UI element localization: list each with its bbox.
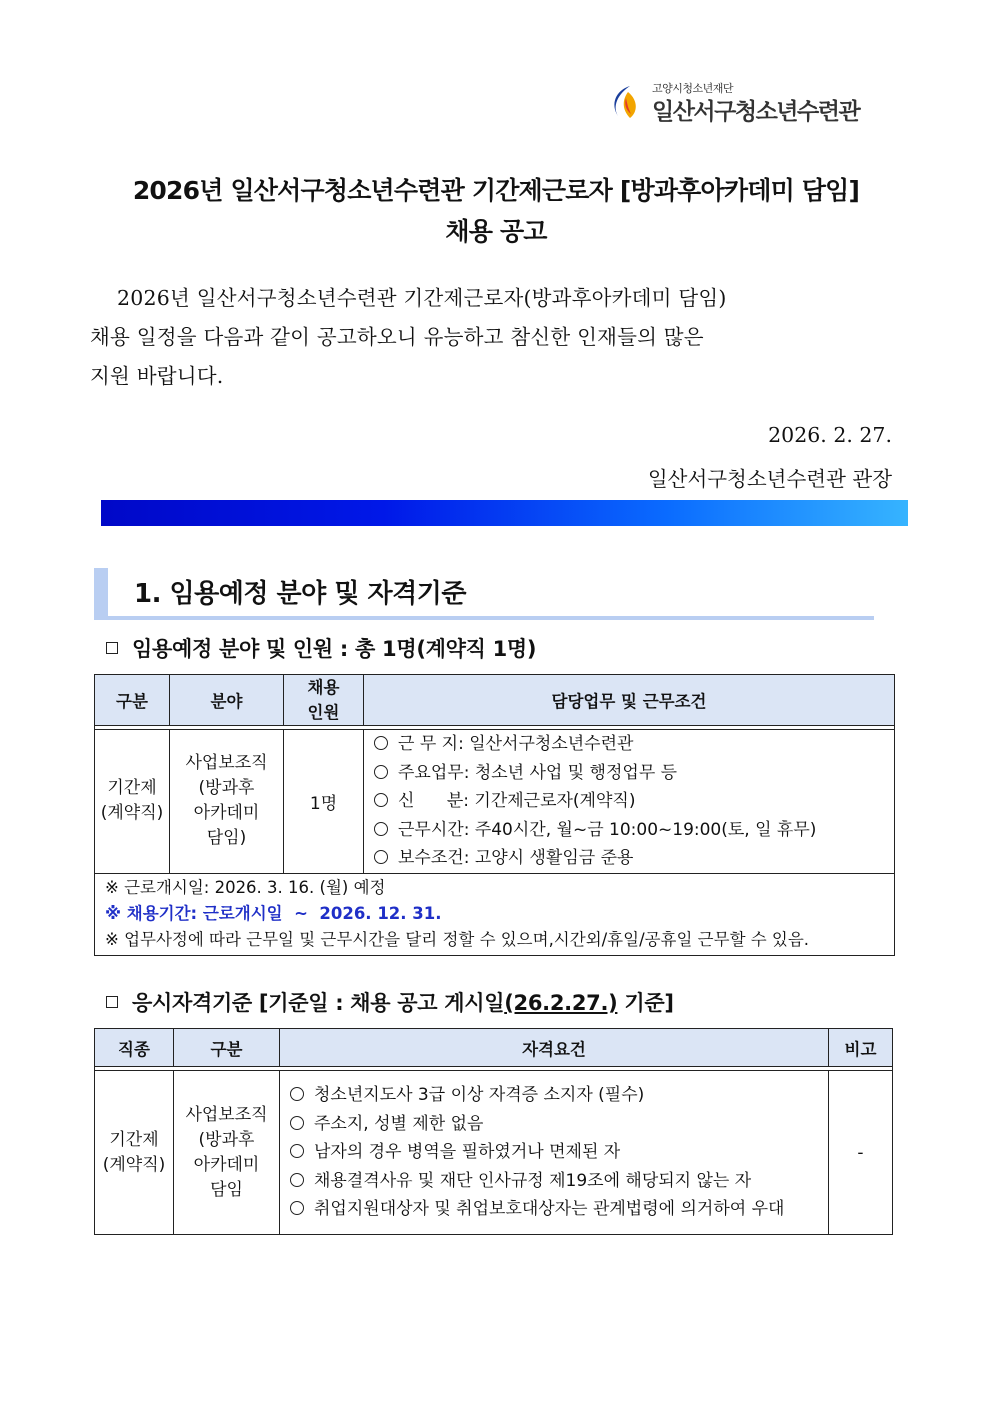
- requirement-text: 취업지원대상자 및 취업보호대상자는 관계법령에 의거하여 우대: [314, 1199, 785, 1220]
- cell-gubun: [174, 1071, 280, 1235]
- cell-job-line1: 기간제: [109, 1129, 159, 1150]
- positions-table: [94, 674, 895, 956]
- list-item: [290, 1110, 828, 1139]
- circle-bullet-icon: [290, 1173, 304, 1187]
- intro-line: 2026년 일산서구청소년수련관 기간제근로자(방과후아카데미 담임): [117, 286, 727, 310]
- cell-field-line4: 담임): [206, 828, 247, 849]
- logo-subtitle: 고양시청소년재단: [652, 82, 734, 95]
- requirement-text: 주소지, 성별 제한 없음: [314, 1113, 484, 1134]
- notes-cell: [95, 873, 895, 955]
- subheading-qualifications: [106, 987, 674, 1017]
- list-item: [374, 787, 894, 816]
- checkbox-bullet-icon: [106, 642, 118, 654]
- condition-text: 신 분: 기간제근로자(계약직): [398, 791, 636, 811]
- cell-note: -: [829, 1071, 893, 1235]
- signature: 일산서구청소년수련관 관장: [647, 467, 892, 491]
- table-row: [95, 1071, 893, 1235]
- header-note: 비고: [829, 1029, 893, 1067]
- qualifications-table: [94, 1028, 893, 1235]
- requirement-text: 청소년지도사 3급 이상 자격증 소지자 (필수): [314, 1085, 645, 1106]
- cell-gubun-line2: (계약직): [100, 803, 164, 824]
- header-count-line1: 채용: [307, 678, 340, 697]
- circle-bullet-icon: [374, 793, 388, 807]
- cell-field-line2: (방과후: [198, 778, 255, 799]
- cell-gubun-line2: (방과후: [198, 1129, 255, 1150]
- cell-count: 1명: [284, 730, 364, 874]
- cell-gubun: [95, 730, 170, 874]
- intro-line: 지원 바랍니다.: [90, 364, 224, 388]
- subheading-positions-text: 임용예정 분야 및 인원 : 총 1명(계약직 1명): [132, 637, 537, 661]
- circle-bullet-icon: [290, 1144, 304, 1158]
- note-start-date: ※ 근로개시일: 2026. 3. 16. (월) 예정: [105, 878, 386, 897]
- announcement-date: 2026. 2. 27.: [768, 423, 892, 447]
- cell-gubun-line4: 담임: [210, 1179, 243, 1200]
- subheading-qualifications-suffix: 기준]: [617, 991, 674, 1015]
- cell-conditions: [364, 730, 895, 874]
- requirement-text: 남자의 경우 병역을 필하였거나 면제된 자: [314, 1142, 621, 1163]
- table-header-row: [95, 675, 895, 726]
- circle-bullet-icon: [374, 850, 388, 864]
- cell-gubun-line1: 기간제: [107, 778, 157, 799]
- cell-gubun-line1: 사업보조직: [185, 1104, 268, 1125]
- subheading-positions: [106, 633, 536, 663]
- intro-paragraph: [90, 279, 910, 396]
- document-title-line2: 채용 공고: [445, 217, 547, 246]
- table-header-row: [95, 1029, 893, 1067]
- list-item: [290, 1138, 828, 1167]
- circle-bullet-icon: [374, 822, 388, 836]
- condition-text: 근무시간: 주40시간, 월~금 10:00~19:00(토, 일 휴무): [398, 819, 817, 840]
- list-item: [290, 1167, 828, 1196]
- gradient-divider: [101, 500, 908, 526]
- subheading-qualifications-date: (26.2.27.): [504, 991, 618, 1015]
- header-count: [284, 675, 364, 726]
- list-item: [374, 816, 894, 845]
- header-job: 직종: [95, 1029, 174, 1067]
- subheading-qualifications-prefix: 응시자격기준 [기준일 : 채용 공고 게시일: [132, 991, 505, 1015]
- document-title-line1: 2026년 일산서구청소년수련관 기간제근로자 [방과후아카데미 담임]: [132, 176, 860, 205]
- list-item: [374, 759, 894, 788]
- circle-bullet-icon: [290, 1116, 304, 1130]
- circle-bullet-icon: [290, 1087, 304, 1101]
- condition-text: 주요업무: 청소년 사업 및 행정업무 등: [398, 762, 678, 783]
- checkbox-bullet-icon: [106, 996, 118, 1008]
- header-field: 분야: [170, 675, 284, 726]
- condition-text: 근 무 지: 일산서구청소년수련관: [398, 734, 634, 754]
- list-item: [374, 730, 894, 759]
- foundation-logo: [608, 78, 888, 128]
- note-employment-period: ※ 채용기간: 근로개시일 ~ 2026. 12. 31.: [105, 904, 442, 923]
- cell-requirements: [280, 1071, 829, 1235]
- intro-line: 채용 일정을 다음과 같이 공고하오니 유능하고 참신한 인재들의 많은: [90, 325, 704, 349]
- foundation-logo-icon: [608, 82, 648, 122]
- cell-field: [170, 730, 284, 874]
- header-duties: 담당업무 및 근무조건: [364, 675, 895, 726]
- section-underline: [94, 616, 874, 620]
- list-item: [374, 844, 894, 873]
- cell-field-line1: 사업보조직: [185, 753, 268, 774]
- header-requirements: 자격요건: [280, 1029, 829, 1067]
- cell-job-line2: (계약직): [102, 1154, 166, 1175]
- circle-bullet-icon: [374, 765, 388, 779]
- cell-field-line3: 아카데미: [193, 803, 260, 824]
- circle-bullet-icon: [290, 1201, 304, 1215]
- list-item: [290, 1195, 828, 1224]
- notes-row: [95, 873, 895, 955]
- section-title: 1. 임용예정 분야 및 자격기준: [134, 579, 466, 609]
- header-count-line2: 인원: [307, 703, 340, 722]
- note-work-conditions: ※ 업무사정에 따라 근무일 및 근무시간을 달리 정할 수 있으며,시간외/휴일/공휴일 근무할 수 있음.: [105, 930, 810, 949]
- condition-text: 보수조건: 고양시 생활임금 준용: [398, 848, 634, 868]
- header-gubun: 구분: [174, 1029, 280, 1067]
- cell-job: [95, 1071, 174, 1235]
- table-row: [95, 730, 895, 874]
- section-accent-bar: [94, 568, 108, 616]
- logo-title: 일산서구청소년수련관: [652, 99, 860, 125]
- cell-gubun-line3: 아카데미: [193, 1154, 260, 1175]
- header-gubun: 구분: [95, 675, 170, 726]
- requirement-text: 채용결격사유 및 재단 인사규정 제19조에 해당되지 않는 자: [314, 1170, 752, 1191]
- circle-bullet-icon: [374, 736, 388, 750]
- list-item: [290, 1081, 828, 1110]
